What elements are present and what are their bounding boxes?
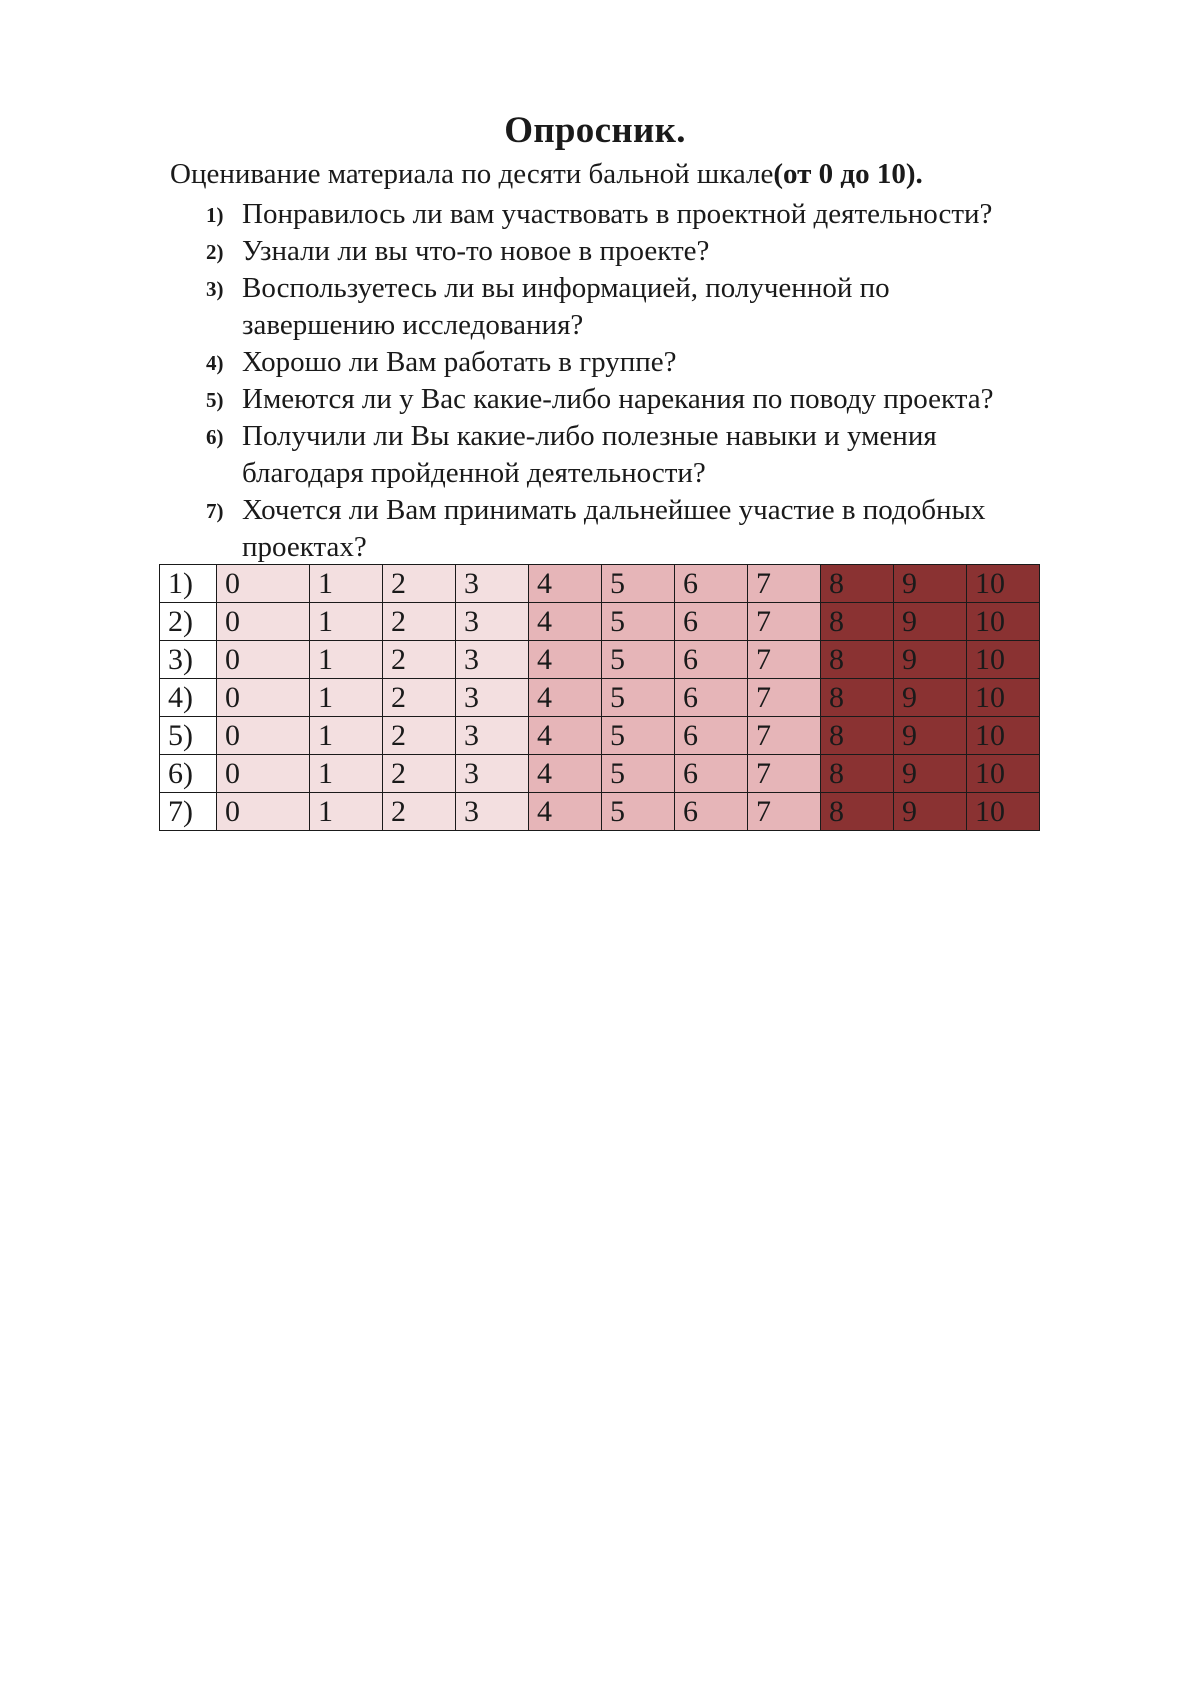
rating-cell-5[interactable]: 5: [602, 565, 675, 603]
rating-cell-4[interactable]: 4: [529, 565, 602, 603]
rating-cell-8[interactable]: 8: [821, 717, 894, 755]
question-text: Хочется ли Вам принимать дальнейшее участие в подобных проектах?: [242, 494, 986, 563]
rating-row: [160, 565, 1040, 603]
rating-cell-9[interactable]: 9: [894, 641, 967, 679]
rating-cell-3[interactable]: 3: [456, 565, 529, 603]
rating-cell-0[interactable]: 0: [217, 679, 310, 717]
rating-cell-2[interactable]: 2: [383, 679, 456, 717]
rating-cell-1[interactable]: 1: [310, 793, 383, 831]
rating-cell-0[interactable]: 0: [217, 755, 310, 793]
rating-cell-10[interactable]: 10: [967, 565, 1040, 603]
rating-row: [160, 793, 1040, 831]
question-text: Узнали ли вы что-то новое в проекте?: [242, 235, 710, 267]
rating-cell-9[interactable]: 9: [894, 755, 967, 793]
rating-cell-0[interactable]: 0: [217, 793, 310, 831]
question-item: [206, 196, 1106, 233]
rating-cell-2[interactable]: 2: [383, 603, 456, 641]
rating-cell-3[interactable]: 3: [456, 603, 529, 641]
question-number: 3): [206, 277, 224, 301]
rating-cell-1[interactable]: 1: [310, 717, 383, 755]
question-number: 2): [206, 240, 224, 264]
rating-cell-9[interactable]: 9: [894, 603, 967, 641]
rating-cell-3[interactable]: 3: [456, 717, 529, 755]
rating-cell-5[interactable]: 5: [602, 755, 675, 793]
rating-cell-1[interactable]: 1: [310, 565, 383, 603]
rating-cell-0[interactable]: 0: [217, 641, 310, 679]
intro-regular: Оценивание материала по десяти бальной шкале: [170, 158, 774, 190]
rating-cell-1[interactable]: 1: [310, 679, 383, 717]
rating-cell-0[interactable]: 0: [217, 717, 310, 755]
rating-cell-6[interactable]: 6: [675, 717, 748, 755]
rating-cell-1[interactable]: 1: [310, 641, 383, 679]
rating-cell-5[interactable]: 5: [602, 793, 675, 831]
question-list: [206, 196, 1106, 566]
rating-cell-5[interactable]: 5: [602, 603, 675, 641]
rating-row-label: 7): [160, 793, 217, 831]
question-number: 6): [206, 425, 224, 449]
rating-cell-10[interactable]: 10: [967, 679, 1040, 717]
rating-row-label: 6): [160, 755, 217, 793]
question-text: Понравилось ли вам участвовать в проектной деятельности?: [242, 198, 993, 230]
rating-cell-9[interactable]: 9: [894, 717, 967, 755]
rating-cell-7[interactable]: 7: [748, 717, 821, 755]
rating-cell-0[interactable]: 0: [217, 603, 310, 641]
question-number: 7): [206, 499, 224, 523]
rating-row-label: 3): [160, 641, 217, 679]
rating-row: [160, 641, 1040, 679]
rating-row: [160, 679, 1040, 717]
rating-cell-5[interactable]: 5: [602, 679, 675, 717]
rating-cell-2[interactable]: 2: [383, 565, 456, 603]
rating-cell-4[interactable]: 4: [529, 641, 602, 679]
rating-cell-10[interactable]: 10: [967, 641, 1040, 679]
rating-cell-2[interactable]: 2: [383, 755, 456, 793]
rating-cell-8[interactable]: 8: [821, 603, 894, 641]
question-item: [206, 381, 1106, 418]
rating-row: [160, 755, 1040, 793]
question-number: 1): [206, 203, 224, 227]
rating-cell-7[interactable]: 7: [748, 641, 821, 679]
question-item: [206, 233, 1106, 270]
rating-cell-0[interactable]: 0: [217, 565, 310, 603]
rating-row-label: 1): [160, 565, 217, 603]
rating-cell-7[interactable]: 7: [748, 679, 821, 717]
question-text: Хорошо ли Вам работать в группе?: [242, 346, 677, 378]
rating-cell-10[interactable]: 10: [967, 603, 1040, 641]
question-text: Получили ли Вы какие-либо полезные навыки и умения благодаря пройденной деятельности?: [242, 420, 937, 489]
rating-cell-3[interactable]: 3: [456, 793, 529, 831]
rating-cell-10[interactable]: 10: [967, 755, 1040, 793]
rating-cell-9[interactable]: 9: [894, 679, 967, 717]
rating-cell-7[interactable]: 7: [748, 793, 821, 831]
question-number: 5): [206, 388, 224, 412]
rating-cell-4[interactable]: 4: [529, 603, 602, 641]
rating-row: [160, 603, 1040, 641]
rating-row-label: 2): [160, 603, 217, 641]
rating-cell-4[interactable]: 4: [529, 717, 602, 755]
intro-bold: (от 0 до 10).: [773, 158, 923, 190]
rating-row-label: 5): [160, 717, 217, 755]
rating-cell-10[interactable]: 10: [967, 717, 1040, 755]
rating-cell-7[interactable]: 7: [748, 565, 821, 603]
rating-cell-2[interactable]: 2: [383, 641, 456, 679]
page-title: Опросник.: [504, 110, 686, 151]
rating-cell-6[interactable]: 6: [675, 565, 748, 603]
rating-cell-6[interactable]: 6: [675, 641, 748, 679]
rating-cell-6[interactable]: 6: [675, 603, 748, 641]
rating-cell-3[interactable]: 3: [456, 755, 529, 793]
rating-cell-1[interactable]: 1: [310, 603, 383, 641]
question-number: 4): [206, 351, 224, 375]
rating-cell-6[interactable]: 6: [675, 679, 748, 717]
rating-cell-4[interactable]: 4: [529, 793, 602, 831]
rating-cell-7[interactable]: 7: [748, 603, 821, 641]
rating-cell-2[interactable]: 2: [383, 717, 456, 755]
rating-cell-9[interactable]: 9: [894, 565, 967, 603]
rating-cell-10[interactable]: 10: [967, 793, 1040, 831]
rating-cell-6[interactable]: 6: [675, 793, 748, 831]
rating-cell-6[interactable]: 6: [675, 755, 748, 793]
rating-cell-5[interactable]: 5: [602, 641, 675, 679]
rating-cell-8[interactable]: 8: [821, 793, 894, 831]
rating-scale-table: [159, 564, 1040, 831]
rating-cell-8[interactable]: 8: [821, 679, 894, 717]
rating-cell-5[interactable]: 5: [602, 717, 675, 755]
rating-cell-9[interactable]: 9: [894, 793, 967, 831]
rating-cell-8[interactable]: 8: [821, 565, 894, 603]
rating-row: [160, 717, 1040, 755]
rating-cell-3[interactable]: 3: [456, 641, 529, 679]
question-item: [206, 270, 1106, 344]
rating-cell-3[interactable]: 3: [456, 679, 529, 717]
question-text: Воспользуетесь ли вы информацией, полученной по завершению исследования?: [242, 272, 890, 341]
question-item: [206, 418, 1106, 492]
rating-cell-4[interactable]: 4: [529, 679, 602, 717]
rating-cell-8[interactable]: 8: [821, 641, 894, 679]
rating-cell-7[interactable]: 7: [748, 755, 821, 793]
rating-table-body: [160, 565, 1040, 831]
question-item: [206, 344, 1106, 381]
question-item: [206, 492, 1106, 566]
rating-cell-1[interactable]: 1: [310, 755, 383, 793]
question-text: Имеются ли у Вас какие-либо нарекания по поводу проекта?: [242, 383, 994, 415]
rating-cell-8[interactable]: 8: [821, 755, 894, 793]
rating-cell-2[interactable]: 2: [383, 793, 456, 831]
rating-row-label: 4): [160, 679, 217, 717]
rating-cell-4[interactable]: 4: [529, 755, 602, 793]
intro-text: [170, 160, 923, 189]
